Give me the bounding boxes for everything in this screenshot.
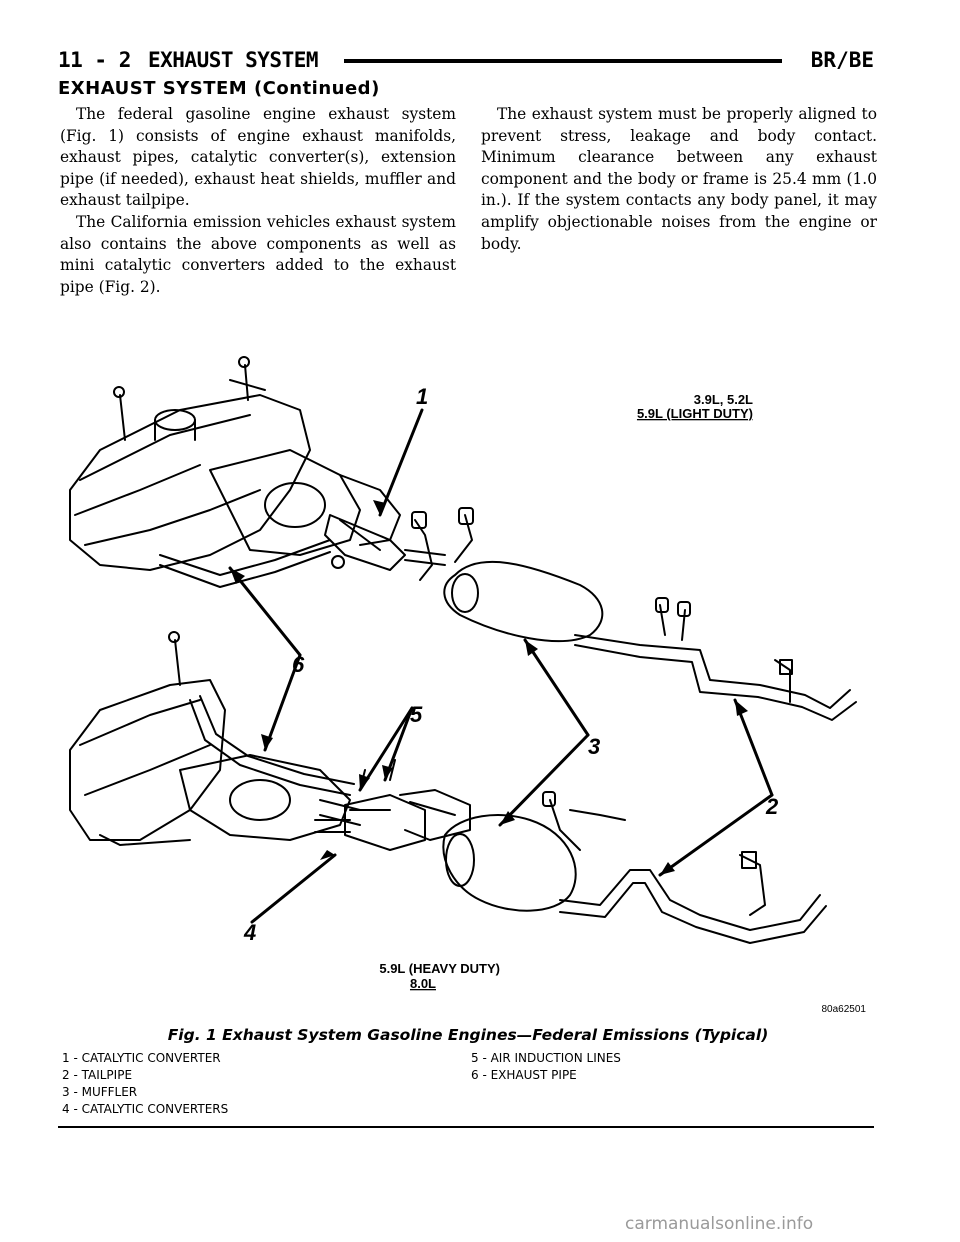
page-number: 11 - 2 <box>58 48 131 72</box>
bottom-muffler <box>443 815 575 911</box>
top-transmission <box>210 450 400 555</box>
bottom-variant-label-line2: 8.0L <box>409 976 436 991</box>
bottom-rule <box>58 1126 874 1128</box>
bottom-transmission <box>180 755 360 840</box>
callout-1: 1 <box>416 384 429 409</box>
callout-6: 6 <box>292 652 305 677</box>
legend-right <box>471 1050 621 1084</box>
figure-caption: Fig. 1 Exhaust System Gasoline Engines—Federal Emissions (Typical) <box>167 1026 769 1044</box>
body-right-column <box>481 104 877 255</box>
legend-item: 5 - AIR INDUCTION LINES <box>471 1051 621 1065</box>
callout-2: 2 <box>766 794 779 819</box>
legend-item: 4 - CATALYTIC CONVERTERS <box>62 1102 229 1116</box>
model-code: BR/BE <box>810 48 874 72</box>
bottom-bolt <box>169 632 180 685</box>
legend-item: 1 - CATALYTIC CONVERTER <box>62 1051 221 1065</box>
top-variant-label-line1: 3.9L, 5.2L <box>693 392 753 407</box>
bottom-tailpipe <box>543 792 826 943</box>
header-rule <box>344 59 782 63</box>
top-engine-block <box>70 395 310 570</box>
legend-item: 3 - MUFFLER <box>62 1085 138 1099</box>
page-header <box>58 48 874 74</box>
section-heading: EXHAUST SYSTEM (Continued) <box>58 78 380 99</box>
top-exhaust-pipe <box>160 540 330 587</box>
legend-item: 2 - TAILPIPE <box>62 1068 133 1082</box>
exhaust-system-diagram <box>60 340 880 1020</box>
bottom-variant-label-line1: 5.9L (HEAVY DUTY) <box>379 961 500 976</box>
callout-3: 3 <box>588 734 601 759</box>
watermark: carmanualsonline.info <box>625 1214 814 1234</box>
arrow-heads <box>230 500 748 875</box>
callout-4: 4 <box>244 920 257 945</box>
legend-item: 6 - EXHAUST PIPE <box>471 1068 577 1082</box>
top-tailpipe <box>575 598 856 720</box>
legend-left <box>62 1050 228 1118</box>
figure-code: 80a62501 <box>821 1004 866 1015</box>
paragraph: The exhaust system must be properly aligned to prevent stress, leakage and body contact. Minimum clearance between any exhaust component and the body or frame is 25.4 mm (1.0 in.). If the system contacts any body panel, it may amplify objectionable noises from the engine or body. <box>481 105 877 253</box>
top-muffler <box>444 562 602 641</box>
paragraph: The federal gasoline engine exhaust system (Fig. 1) consists of engine exhaust manifolds, exhaust pipes, catalytic converter(s), extension pipe (if needed), exhaust heat shields, muffler and exhaust tailpipe. <box>60 105 456 210</box>
bottom-engine-block <box>70 680 225 845</box>
paragraph: The California emission vehicles exhaust system also contains the above components as well as mini catalytic converters added to the exhaust pipe (Fig. 2). <box>60 212 456 296</box>
body-left-column <box>60 104 456 298</box>
callout-5: 5 <box>410 702 423 727</box>
header-section-title: EXHAUST SYSTEM <box>148 48 319 72</box>
top-variant-label-line2: 5.9L (LIGHT DUTY) <box>636 406 753 421</box>
